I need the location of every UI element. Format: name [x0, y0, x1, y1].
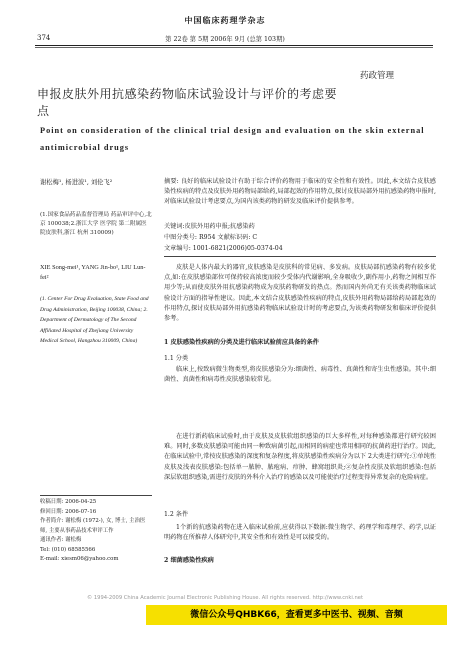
article-info-rule: [40, 495, 152, 496]
classification: 中图分类号: R954 文献标识码: C: [164, 234, 258, 241]
body-rule: [164, 256, 436, 257]
article-info: [40, 498, 152, 565]
section-heading-1: 1 皮肤感染性疾病的分类及进行临床试验前应具备的条件: [164, 339, 319, 346]
header-rule-thin: [35, 47, 433, 48]
copyright-footer: © 1994-2009 China Academic Journal Electronic Publishing House. All rights reserved. http://www.cnki.net: [87, 595, 363, 601]
received-date: 收稿日期: 2006-04-25: [40, 499, 97, 505]
article-title-cn: 申报皮肤外用抗感染药物临床试验设计与评价的考虑要点: [37, 87, 338, 118]
section-heading-2: 2 细菌感染性疾病: [164, 557, 214, 564]
affiliation-en: (1. Center For Drug Evaluation, State Food and Drug Administration, Beijing 100038, China; 2. Department of Dermatology of The Second Affiliated Hospital of Zhejiang University Medical School, Hangzhou 310009, China): [40, 296, 149, 344]
article-title-en: Point on consideration of the clinical trial design and evaluation on the skin external antimicrobial drugs: [40, 126, 425, 152]
section-heading-1-2: 1.2 条件: [164, 511, 189, 518]
section-heading-1-1: 1.1 分类: [164, 355, 189, 362]
contact-email: E-mail: xiesm06@yahoo.com: [40, 556, 119, 562]
author-bio: 作者简介: 谢松梅 (1972-), 女, 博士, 主治医师, 主要从事药品技术审评工作: [40, 518, 146, 534]
keywords: 关键词:皮肤外用药申报;抗感染药: [164, 223, 255, 230]
journal-name: 中国临床药理学杂志: [184, 15, 266, 25]
affiliation-cn: (1.国家食品药品监督管理局 药品审评中心,北京 100038;2.浙江大学 医学院 第二附属医院皮肤科,浙江 杭州 310009): [40, 212, 152, 236]
section-tag: 药政管理: [360, 71, 395, 81]
revised-date: 修回日期: 2006-07-16: [40, 508, 97, 515]
contact-tel: Tel: (010) 68585566: [40, 546, 96, 553]
authors-en: XIE Song-mei¹, YANG Jin-bo¹, LIU Lun-fei²: [40, 264, 146, 281]
authors-cn: 谢松梅¹, 杨进波¹, 刘伦飞²: [40, 179, 113, 186]
article-code: 文章编号: 1001-6821(2006)05-0374-04: [164, 245, 283, 252]
intro-paragraph: 皮肤是人体内最大的器官,皮肤感染是皮肤科的常见病、多发病。皮肤局部抗感染药物有较多优点,如:在皮肤感染部位可保持较高浓度而较少受体内代谢影响,全身吸收少,副作用小,药物之间相互作用少等;从而使皮肤外用抗感染药物成为皮肤药物研发的热点。然而国内外尚无有关该类药物临床试验设计方面的指导性建议。因此,本文结合皮肤感染性疾病的特点,皮肤外用药物局部给药局部起效的作用特点,探讨皮肤局部外用抗感染药物临床试验设计时的考虑要点,为该类药物研发和临床评价提供参考。: [164, 264, 436, 323]
promo-banner: 微信公众号QHBK66，查看更多中医书、视频、音频: [146, 605, 447, 625]
header-rule: [35, 45, 433, 46]
corresponding-author: 通讯作者: 谢松梅: [40, 537, 82, 543]
paragraph-1-2: 1个新的抗感染药物在进入临床试验前,应获得以下数据:微生物学、药理学和毒理学、药学,以证明药物在所推荐人体研究中,其安全性和有效性是可以接受的。: [164, 524, 436, 542]
volume-issue: 第 22卷 第 5期 2006年 9月 (总第 103期): [165, 36, 285, 43]
page-number: 374: [37, 34, 51, 42]
abstract: 摘要: 良好的临床试验设计有助于综合评价药物用于临床的安全性和有效性。因此,本文结合皮肤感染性疾病的特点及皮肤外用药物局部给药,局部起效的作用特点,探讨皮肤局部外用抗感染药物申报时,对临床试验设计考虑要点,为国内该类药物的研发及临床评价提供参考。: [164, 178, 436, 206]
paragraph-classification: 在进行新药临床试验时,由于皮肤及皮肤软组织感染的巨大多样性,对每种感染都进行研究较困难。同时,多数皮肤感染可能由同一种致病菌引起,而相同的病症也常用相同的抗菌药进行治疗。因此,在临床试验中,常按皮肤感染的深度和复杂程度,将皮肤感染性疾病分为以下 2大类进行研究:①单纯性皮肤及浅表皮肤感染:包括单一脓肿、脓疱病、疖肿、蜂窝组织炎;②复杂性皮肤及软组织感染:包括深层软组织感染,需进行皮肤的外科介入治疗的感染以及可能使治疗过程变得异常复杂的危险病症。: [164, 433, 436, 481]
paragraph-1-1: 临床上,按致病微生物类型,将皮肤感染分为:细菌性、病毒性、真菌性和寄生虫性感染。其中:细菌性、真菌性和病毒性皮肤感染较常见。: [164, 366, 436, 384]
